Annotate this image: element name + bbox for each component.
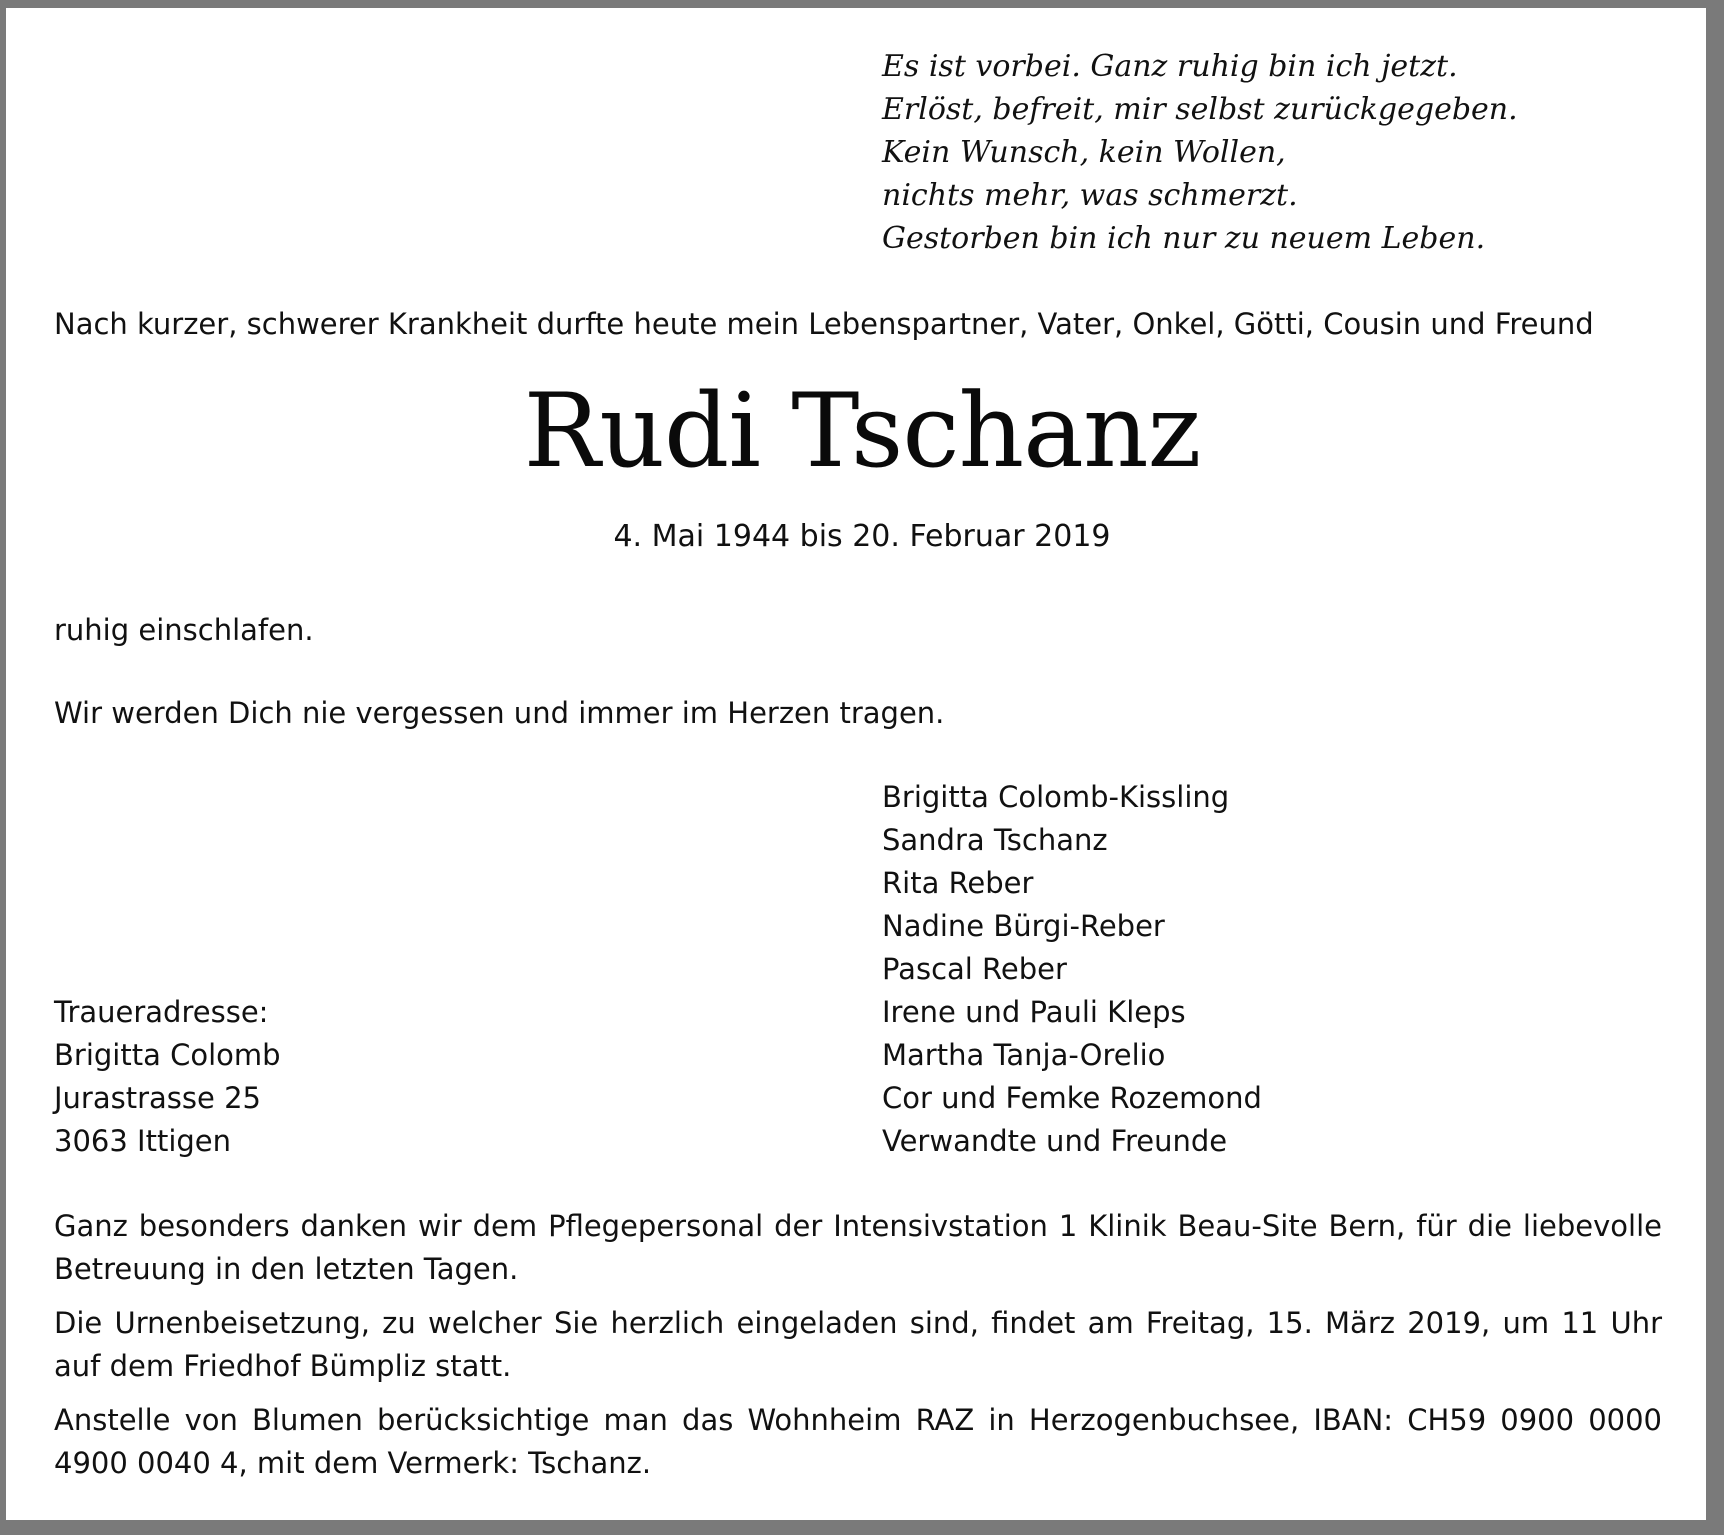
mourner-name: Sandra Tschanz [882,823,1108,857]
mourning-address [54,991,281,1163]
mourners-list [882,776,1262,1163]
address-city: 3063 Ittigen [54,1124,232,1158]
poem-line: nichts mehr, was schmerzt. [882,178,1298,213]
deceased-name: Rudi Tschanz [523,372,1201,491]
mourner-name: Martha Tanja-Orelio [882,1038,1166,1072]
mourner-name: Brigitta Colomb-Kissling [882,780,1230,814]
address-street: Jurastrasse 25 [54,1081,261,1115]
thanks-paragraph: Ganz besonders danken wir dem Pflegepersonal der Intensivstation 1 Klinik Beau-Site Bern, für die liebevolle Betreuung in den letzten Tagen. [54,1209,1662,1286]
mourner-name: Cor und Femke Rozemond [882,1081,1262,1115]
burial-paragraph: Die Urnenbeisetzung, zu welcher Sie herzlich eingeladen sind, findet am Freitag, 15. März 2019, um 11 Uhr auf dem Friedhof Bümpliz statt. [54,1306,1662,1383]
intro-text: Nach kurzer, schwerer Krankheit durfte heute mein Lebenspartner, Vater, Onkel, Götti, Cousin und Freund [54,307,1594,341]
life-dates: 4. Mai 1944 bis 20. Februar 2019 [613,519,1111,554]
address-label: Traueradresse: [54,995,269,1029]
poem-line: Kein Wunsch, kein Wollen, [882,135,1286,170]
mourner-name: Verwandte und Freunde [882,1124,1228,1158]
sleep-line: ruhig einschlafen. [54,613,314,647]
donation-paragraph: Anstelle von Blumen berücksichtige man das Wohnheim RAZ in Herzogenbuchsee, IBAN: CH59 0900 0000 4900 0040 4, mit dem Vermerk: Tschanz. [54,1403,1662,1480]
poem-line: Erlöst, befreit, mir selbst zurückgegeben. [882,92,1518,127]
mourner-name: Nadine Bürgi-Reber [882,909,1165,943]
address-name: Brigitta Colomb [54,1038,281,1072]
mourner-name: Irene und Pauli Kleps [882,995,1186,1029]
mourner-name: Pascal Reber [882,952,1067,986]
remember-line: Wir werden Dich nie vergessen und immer im Herzen tragen. [54,696,945,730]
poem [882,45,1518,260]
poem-line: Es ist vorbei. Ganz ruhig bin ich jetzt. [882,49,1458,84]
poem-line: Gestorben bin ich nur zu neuem Leben. [882,221,1486,256]
mourner-name: Rita Reber [882,866,1034,900]
